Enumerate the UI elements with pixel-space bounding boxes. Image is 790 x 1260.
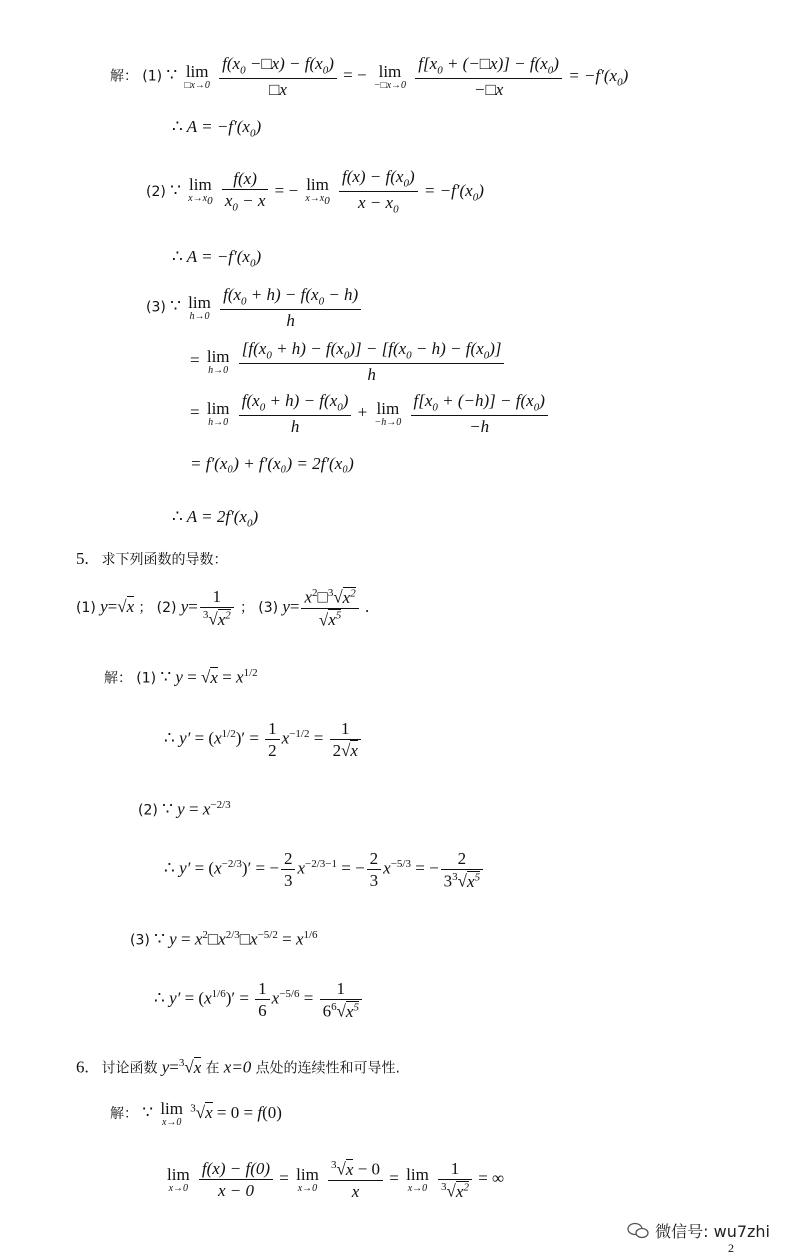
p5-part1-line1: 解： (1) ∵ $y = √x = x^{1/2}$ (104, 667, 258, 687)
p5-part2-line2: ∴ $y' = (x^{-2/3})'$ = − $\frac{2}{3}$ $x^{-2/3-1}$ = − $\frac{2}{3}$ $x^{-5/3}$ = − $\frac{2}{3^3√x^5}$ (164, 850, 485, 890)
p5-part3-line1: (3) ∵ $y = x^2□x^{2/3}□x^{-5/2} = x^{1/6}$ (130, 929, 318, 949)
p4-part3-line2: = lim h→0 $\frac{[f(x_0 + h) - f(x_0)] - [f(x_0 - h) - f(x_0)]}{h}$ (190, 340, 506, 383)
p5-part2-line1: (2) ∵ $y = x^{-2/3}$ (138, 799, 231, 819)
p4-part1-line: 解： (1) ∵ lim □x→0 $\frac{f(x_0 -□x) - f(x_0)}{□x}$ = − lim −□x→0 $\frac{f[x_0 + (-□x)] - f(x_0)}{-□x}$ = $-f'(x_0)$ (110, 54, 629, 100)
problem5-items: (1) y=√x ； (2) y= $\frac{1}{^3√x^2}$ ； (3) y= $\frac{x^2□^3√x^2}{√x^5}$ . (76, 587, 370, 630)
wechat-icon (627, 1222, 649, 1240)
p4-part2-line: (2) ∵ lim $x\to x_0$ $\frac{f(x)}{x_0 - x}$ = − lim $x\to x_0$ $\frac{f(x) - f(x_0)}{x - x_0}$ = $-f'(x_0)$ (146, 167, 484, 216)
p4-part1-result: ∴ $A = -f'(x_0)$ (172, 117, 262, 140)
problem5-title: 5. 求下列函数的导数： (76, 549, 228, 568)
wechat-watermark (627, 1219, 770, 1242)
p4-part2-result: ∴ $A = -f'(x_0)$ (172, 247, 262, 270)
p5-part3-line2: ∴ $y' = (x^{1/6})'$ = $\frac{1}{6}$ $x^{-5/6}$ = $\frac{1}{6^6√x^5}$ (154, 980, 364, 1020)
p6-line1: 解： ∵ lim x→0 $^3$√x = 0 = f(0) (110, 1099, 282, 1128)
p5-part1-line2: ∴ $y' = (x^{1/2})'$ = $\frac{1}{2}$ $x^{-1/2}$ = $\frac{1}{2√x}$ (164, 720, 363, 759)
p4-part3-line3: = lim h→0 $\frac{f(x_0 + h) - f(x_0)}{h}$ + lim −h→0 $\frac{f[x_0 + (-h)] - f(x_0)}{-h}$ (190, 392, 550, 435)
p4-part3-result: ∴ $A = 2f'(x_0)$ (172, 507, 259, 530)
p6-line2: lim x→0 $\frac{f(x) - f(0)}{x - 0}$ = lim x→0 $\frac{^3√x - 0}{x}$ = lim x→0 $\frac{1}{^3√x^2}$ = ∞ (167, 1159, 505, 1201)
watermark-text: 微信号: wu7zhi (655, 1222, 770, 1241)
page-number: 2 (728, 1241, 734, 1255)
p4-part3-line4: = f′(x₀) + f′(x₀) = 2f′(x₀) (190, 454, 354, 473)
p4-part3-line1: (3) ∵ lim h→0 $\frac{f(x_0 + h) - f(x_0 - h)}{h}$ (146, 286, 363, 329)
solution-label: 解： (110, 68, 138, 85)
problem6-title: 6. 讨论函数 y=$^3$√x 在 x=0 点处的连续性和可导性. (76, 1057, 401, 1077)
